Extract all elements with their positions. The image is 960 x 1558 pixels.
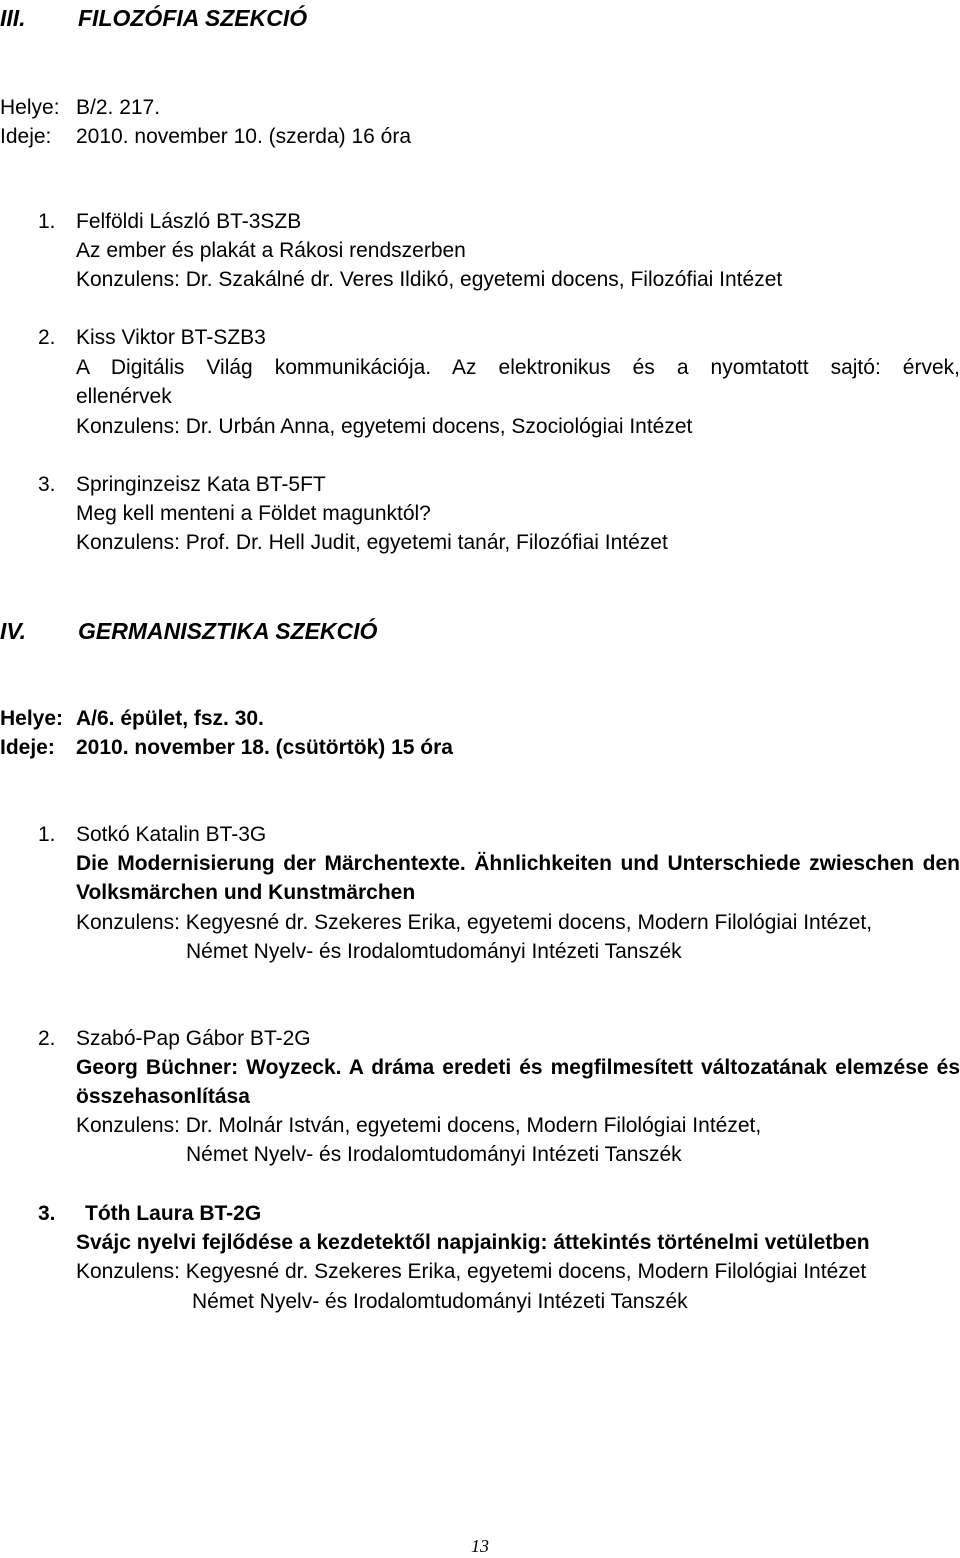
entry-title-line: ellenérvek	[76, 385, 172, 408]
entry-advisor-line: Konzulens: Dr. Molnár István, egyetemi docens, Modern Filológiai Intézet,	[76, 1114, 762, 1137]
entry-advisor-line: Konzulens: Kegyesné dr. Szekeres Erika, egyetemi docens, Modern Filológiai Intézet,	[76, 911, 873, 934]
section-title: FILOZÓFIA SZEKCIÓ	[78, 5, 308, 31]
location-label: Helye:	[0, 707, 64, 730]
entry-advisor-line: Német Nyelv- és Irodalomtudományi Intézeti Tanszék	[192, 1290, 688, 1313]
entry-student: Felföldi László BT-3SZB	[76, 210, 302, 233]
entry-number: 2.	[38, 1027, 56, 1050]
entry-advisor-line: Konzulens: Prof. Dr. Hell Judit, egyetemi tanár, Filozófiai Intézet	[76, 531, 668, 554]
entry-title-line: A Digitális Világ kommunikációja. Az elektronikus és a nyomtatott sajtó: érvek,	[76, 356, 960, 379]
page-number: 13	[471, 1536, 489, 1556]
entry-student: Szabó-Pap Gábor BT-2G	[76, 1027, 311, 1050]
entry-title-line: Die Modernisierung der Märchentexte. Ähnlichkeiten und Unterschiede zwieschen den	[76, 852, 960, 875]
entry-advisor-line: Konzulens: Dr. Szakálné dr. Veres Ildikó, egyetemi docens, Filozófiai Intézet	[76, 268, 783, 291]
time-label: Ideje:	[0, 125, 52, 148]
entry-number: 3.	[38, 473, 56, 496]
entry-title-line: Volksmärchen und Kunstmärchen	[76, 881, 416, 904]
entry-student: Sotkó Katalin BT-3G	[76, 823, 267, 846]
entry-number: 3.	[38, 1202, 56, 1225]
time-label: Ideje:	[0, 736, 55, 759]
location-value: A/6. épület, fsz. 30.	[76, 707, 264, 730]
entry-title-line: Meg kell menteni a Földet magunktól?	[76, 502, 431, 525]
entry-title-line: összehasonlítása	[76, 1085, 250, 1108]
entry-number: 1.	[38, 210, 56, 233]
entry-advisor-line: Konzulens: Kegyesné dr. Szekeres Erika, egyetemi docens, Modern Filológiai Intézet	[76, 1260, 867, 1283]
entry-title-line: Az ember és plakát a Rákosi rendszerben	[76, 239, 466, 262]
entry-advisor-line: Német Nyelv- és Irodalomtudományi Intézeti Tanszék	[186, 940, 682, 963]
section-number: IV.	[0, 618, 27, 644]
entry-title-line: Georg Büchner: Woyzeck. A dráma eredeti és megfilmesített változatának elemzése és	[76, 1056, 960, 1079]
section-title: GERMANISZTIKA SZEKCIÓ	[78, 618, 378, 644]
time-value: 2010. november 18. (csütörtök) 15 óra	[76, 736, 453, 759]
location-value: B/2. 217.	[76, 96, 161, 119]
location-label: Helye:	[0, 96, 60, 119]
time-value: 2010. november 10. (szerda) 16 óra	[76, 125, 412, 148]
entry-number: 2.	[38, 326, 56, 349]
entry-student: Kiss Viktor BT-SZB3	[76, 326, 266, 349]
section-number: III.	[0, 5, 26, 31]
entry-number: 1.	[38, 823, 56, 846]
entry-title-line: Svájc nyelvi fejlődése a kezdetektől napjainkig: áttekintés történelmi vetületben	[76, 1231, 870, 1254]
entry-student: Springinzeisz Kata BT-5FT	[76, 473, 326, 496]
entry-advisor-line: Német Nyelv- és Irodalomtudományi Intézeti Tanszék	[186, 1143, 682, 1166]
entry-advisor-line: Konzulens: Dr. Urbán Anna, egyetemi docens, Szociológiai Intézet	[76, 415, 693, 438]
entry-student: Tóth Laura BT-2G	[85, 1202, 262, 1225]
